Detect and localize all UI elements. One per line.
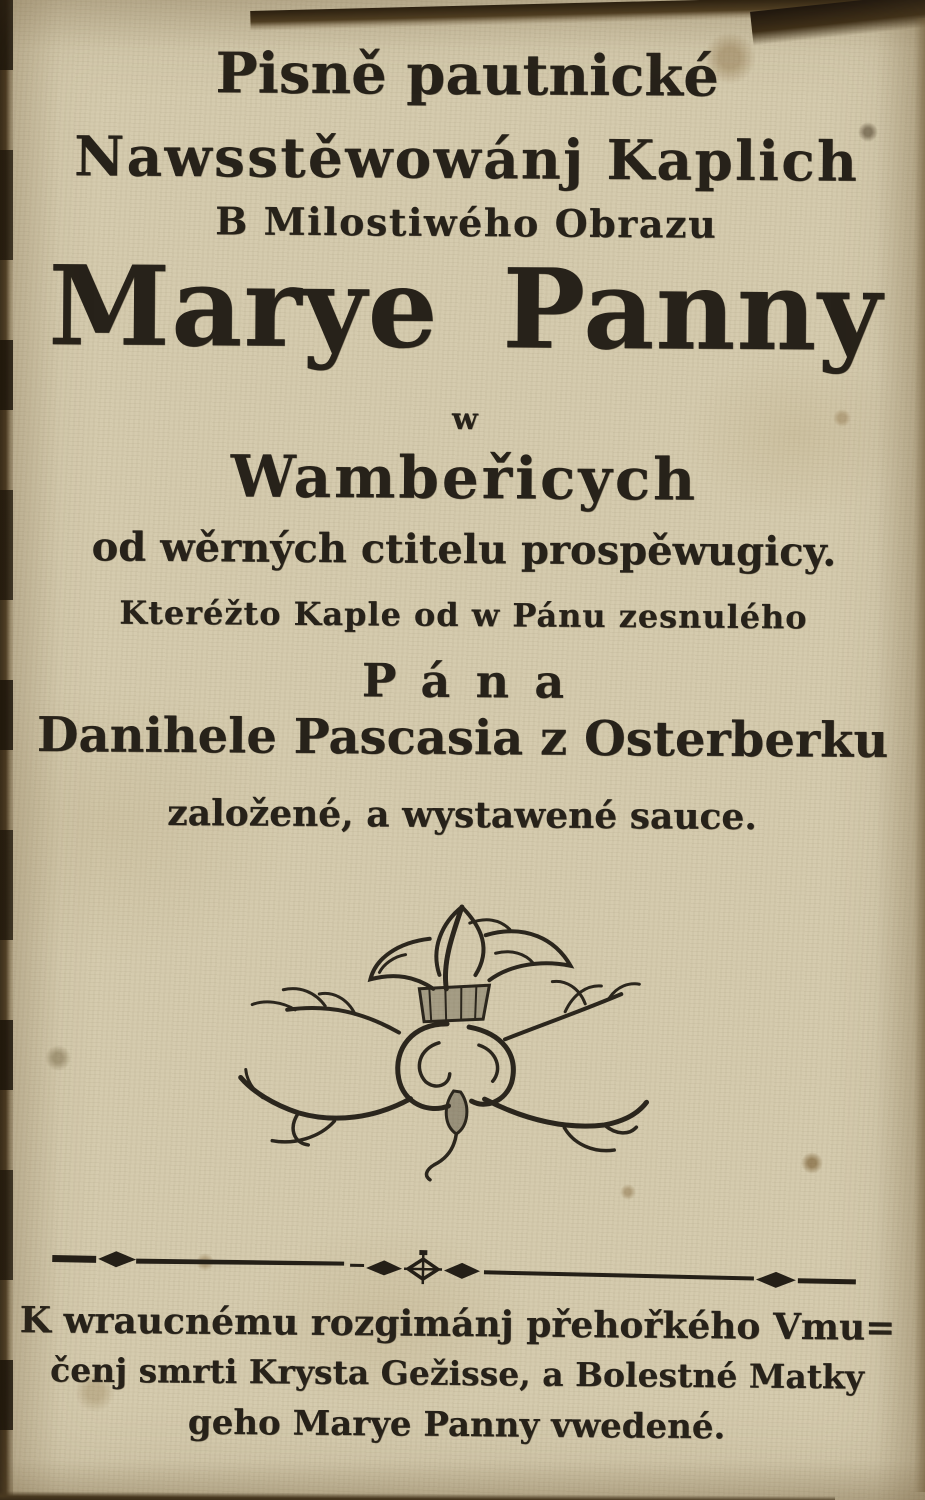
place-name: Wambeřicych bbox=[230, 442, 699, 514]
footer-line-2: čenj smrti Krysta Gežisse, a Bolestné Matky bbox=[49, 1350, 865, 1397]
founding-note: založené, a wystawené sauce. bbox=[167, 791, 757, 839]
header-line-2: Nawsstěwowánj Kaplich bbox=[73, 123, 860, 194]
honorific-line: Pána bbox=[361, 653, 590, 709]
subtitle-line-1: od wěrných ctitelu prospěwugicy. bbox=[91, 523, 837, 576]
founder-name: Danihele Pascasia z Osterberku bbox=[36, 707, 889, 769]
header-line-3: B Milostiwého Obrazu bbox=[215, 198, 718, 247]
footer-line-1: K wraucnému rozgimánj přehořkého Vmu= bbox=[19, 1299, 896, 1349]
connector-word: w bbox=[451, 401, 478, 438]
footer-line-3: geho Marye Panny vwedené. bbox=[187, 1402, 726, 1448]
main-title: Marye Panny bbox=[47, 241, 884, 376]
subtitle-line-2: Kteréžto Kaple od w Pánu zesnulého bbox=[119, 593, 808, 637]
header-line-1: Pisně pautnické bbox=[215, 40, 720, 110]
